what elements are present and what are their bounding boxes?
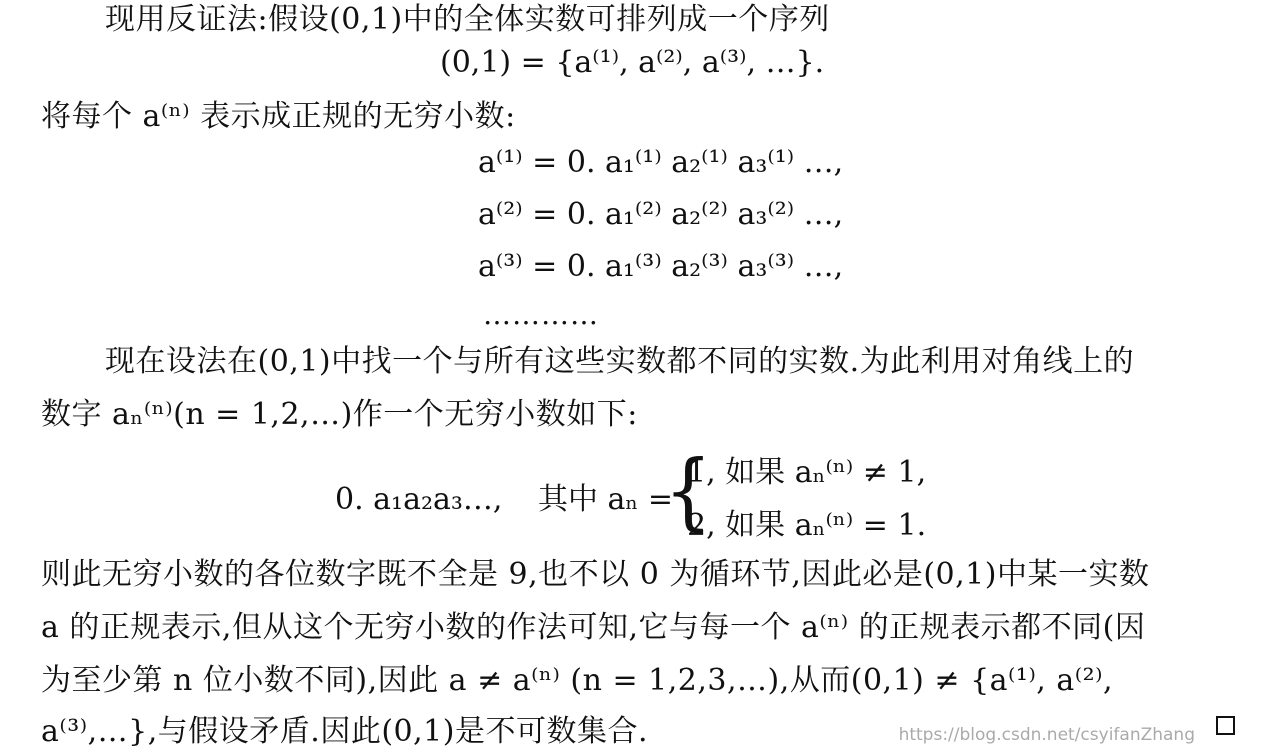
equation-sequence: (0,1) = {a⁽¹⁾, a⁽²⁾, a⁽³⁾, …}. xyxy=(440,45,825,80)
paragraph-line-5: 则此无穷小数的各位数字既不全是 9,也不以 0 为循环节,因此必是(0,1)中某一实数 xyxy=(41,557,1150,592)
paragraph-line-4: 数字 aₙ⁽ⁿ⁾(n = 1,2,…)作一个无穷小数如下: xyxy=(41,397,638,432)
paragraph-line-1: 现用反证法:假设(0,1)中的全体实数可排列成一个序列 xyxy=(105,2,830,37)
piecewise-case-2: 2, 如果 aₙ⁽ⁿ⁾ = 1. xyxy=(687,508,927,543)
piecewise-left: 0. a₁a₂a₃…, xyxy=(335,482,503,517)
paragraph-line-3: 现在设法在(0,1)中找一个与所有这些实数都不同的实数.为此利用对角线上的 xyxy=(105,344,1135,379)
paragraph-line-6: a 的正规表示,但从这个无穷小数的作法可知,它与每一个 a⁽ⁿ⁾ 的正规表示都不同(因 xyxy=(41,610,1146,645)
equation-a1: a⁽¹⁾ = 0. a₁⁽¹⁾ a₂⁽¹⁾ a₃⁽¹⁾ …, xyxy=(478,145,844,180)
piecewise-mid: 其中 aₙ = xyxy=(538,482,674,517)
equation-a2: a⁽²⁾ = 0. a₁⁽²⁾ a₂⁽²⁾ a₃⁽²⁾ …, xyxy=(478,197,844,232)
vertical-ellipsis-row: ………… xyxy=(483,298,599,331)
paragraph-line-7: 为至少第 n 位小数不同),因此 a ≠ a⁽ⁿ⁾ (n = 1,2,3,…),从而(0,1) ≠ {a⁽¹⁾, a⁽²⁾, xyxy=(41,663,1114,698)
equation-a3: a⁽³⁾ = 0. a₁⁽³⁾ a₂⁽³⁾ a₃⁽³⁾ …, xyxy=(478,249,844,284)
paragraph-line-8: a⁽³⁾,…},与假设矛盾.因此(0,1)是不可数集合. xyxy=(41,714,648,749)
watermark-url[interactable]: https://blog.csdn.net/csyifanZhang xyxy=(898,725,1195,745)
piecewise-brace: { xyxy=(664,441,713,540)
piecewise-case-1: 1, 如果 aₙ⁽ⁿ⁾ ≠ 1, xyxy=(687,455,927,490)
qed-square-icon xyxy=(1216,716,1235,735)
paragraph-line-2: 将每个 a⁽ⁿ⁾ 表示成正规的无穷小数: xyxy=(41,99,516,134)
